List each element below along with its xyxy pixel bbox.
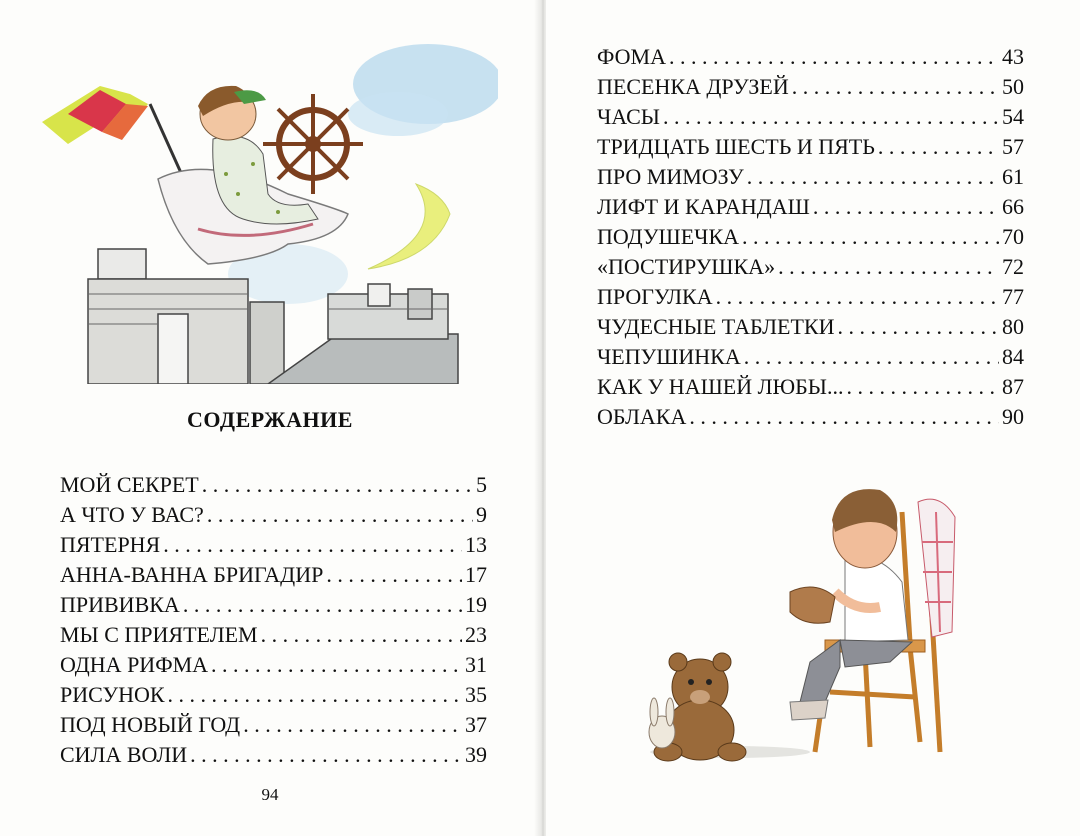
toc-entry [60,710,487,740]
toc-entry [597,342,1024,372]
toc-entry [597,282,1024,312]
toc-entry-page: 13 [465,532,487,557]
toc-leader [689,402,999,432]
toc-entry [597,192,1024,222]
toc-entry-page: 50 [1002,74,1024,99]
toc-entry-page: 39 [465,742,487,767]
toc-leader [837,312,999,342]
toc-leader [261,620,462,650]
boy-on-chair-with-teddy-bear-icon [640,462,970,782]
toc-entry-page: 80 [1002,314,1024,339]
toc-entry-title: МОЙ СЕКРЕТ [60,472,199,497]
toc-entry-page: 84 [1002,344,1024,369]
toc-leader [747,162,999,192]
toc-entry-page: 87 [1002,374,1024,399]
toc-entry-title: РИСУНОК [60,682,165,707]
toc-entry-page: 61 [1002,164,1024,189]
toc-entry-title: ПОДУШЕЧКА [597,224,740,249]
toc-leader [792,72,999,102]
toc-entry [597,372,1024,402]
toc-leader [744,342,999,372]
toc-leader [183,590,462,620]
toc-entry [597,222,1024,252]
toc-entry-title: ПРОГУЛКА [597,284,713,309]
toc-leader [168,680,462,710]
toc-entry-title: ПРИВИВКА [60,592,180,617]
toc-leader [326,560,462,590]
toc-entry-page: 90 [1002,404,1024,429]
toc-entry [60,680,487,710]
toc-entry-page: 17 [465,562,487,587]
toc-entry-page: 31 [465,652,487,677]
toc-entry [60,590,487,620]
toc-entry-page: 5 [476,472,487,497]
toc-leader [190,740,462,770]
toc-entry-page: 19 [465,592,487,617]
toc-entry [60,650,487,680]
toc-entry-title: «ПОСТИРУШКА» [597,254,776,279]
toc-leader [163,530,462,560]
toc-entry-page: 23 [465,622,487,647]
toc-entry [60,560,487,590]
toc-entry-title: А ЧТО У ВАС? [60,502,204,527]
toc-entry-page: 77 [1002,284,1024,309]
toc-entry-page: 72 [1002,254,1024,279]
toc-entry-title: ПРО МИМОЗУ [597,164,744,189]
toc-leader [716,282,999,312]
toc-leader [846,372,999,402]
boy-on-flying-pillow-icon [38,44,498,384]
toc-entry [60,530,487,560]
toc-entry [597,402,1024,432]
toc-leader [778,252,999,282]
toc-entry-title: ЧЕПУШИНКА [597,344,741,369]
toc-entry-page: 37 [465,712,487,737]
toc-entry [60,500,487,530]
toc-leader [202,470,473,500]
toc-entry-title: ПОД НОВЫЙ ГОД [60,712,241,737]
toc-list-left [60,470,487,770]
toc-entry-title: АННА-ВАННА БРИГАДИР [60,562,324,587]
toc-entry-page: 57 [1002,134,1024,159]
toc-entry [597,72,1024,102]
toc-entry [597,42,1024,72]
toc-leader [243,710,462,740]
toc-entry [60,740,487,770]
contents-title: СОДЕРЖАНИЕ [187,407,353,432]
toc-entry-page: 43 [1002,44,1024,69]
toc-entry-title: КАК У НАШЕЙ ЛЮБЫ... [597,374,844,399]
toc-entry-page: 54 [1002,104,1024,129]
toc-entry-title: ЧАСЫ [597,104,660,129]
toc-leader [878,132,999,162]
toc-entry-title: ТРИДЦАТЬ ШЕСТЬ И ПЯТЬ [597,134,875,159]
toc-entry-title: ПЯТЕРНЯ [60,532,161,557]
toc-entry-page: 9 [476,502,487,527]
toc-entry-title: ЧУДЕСНЫЕ ТАБЛЕТКИ [597,314,835,339]
toc-leader [813,192,999,222]
toc-entry [60,470,487,500]
toc-entry [597,132,1024,162]
toc-list-right [597,42,1024,432]
toc-entry-title: ПЕСЕНКА ДРУЗЕЙ [597,74,789,99]
toc-entry-title: СИЛА ВОЛИ [60,742,188,767]
toc-leader [207,500,473,530]
toc-entry-page: 35 [465,682,487,707]
toc-entry [597,162,1024,192]
page-number: 94 [261,785,279,804]
toc-leader [742,222,999,252]
toc-entry-page: 70 [1002,224,1024,249]
toc-entry [60,620,487,650]
toc-entry-title: ЛИФТ И КАРАНДАШ [597,194,810,219]
toc-leader [663,102,999,132]
toc-entry-title: ФОМА [597,44,666,69]
toc-entry [597,252,1024,282]
toc-entry-page: 66 [1002,194,1024,219]
toc-entry-title: ОДНА РИФМА [60,652,209,677]
toc-entry [597,102,1024,132]
toc-entry [597,312,1024,342]
toc-leader [211,650,462,680]
toc-leader [669,42,999,72]
toc-entry-title: ОБЛАКА [597,404,687,429]
toc-entry-title: МЫ С ПРИЯТЕЛЕМ [60,622,258,647]
